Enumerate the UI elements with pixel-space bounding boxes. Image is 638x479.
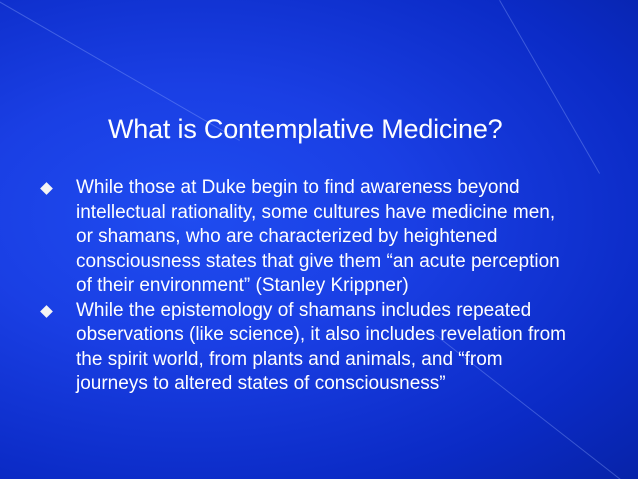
bullet-line: the spirit world, from plants and animals, and “from bbox=[76, 348, 503, 370]
diamond-bullet-icon bbox=[40, 182, 53, 195]
diamond-bullet-icon bbox=[40, 305, 53, 318]
bullet-item bbox=[40, 299, 632, 397]
bullet-item bbox=[40, 176, 632, 299]
decorative-line bbox=[499, 0, 600, 174]
slide-title: What is Contemplative Medicine? bbox=[108, 114, 503, 144]
bullet-line: intellectual rationality, some cultures have medicine men, bbox=[76, 201, 556, 223]
bullet-line: journeys to altered states of consciousness” bbox=[76, 373, 446, 394]
bullet-line: While those at Duke begin to find awareness beyond bbox=[76, 177, 520, 198]
bullet-list bbox=[40, 176, 632, 397]
bullet-line: consciousness states that give them “an acute perception bbox=[76, 250, 560, 272]
bullet-line: of their environment” (Stanley Krippner) bbox=[76, 275, 409, 296]
bullet-line: or shamans, who are characterized by heightened bbox=[76, 226, 498, 247]
bullet-line: observations (like science), it also includes revelation from bbox=[76, 324, 566, 345]
bullet-line: While the epistemology of shamans includes repeated bbox=[76, 299, 532, 321]
